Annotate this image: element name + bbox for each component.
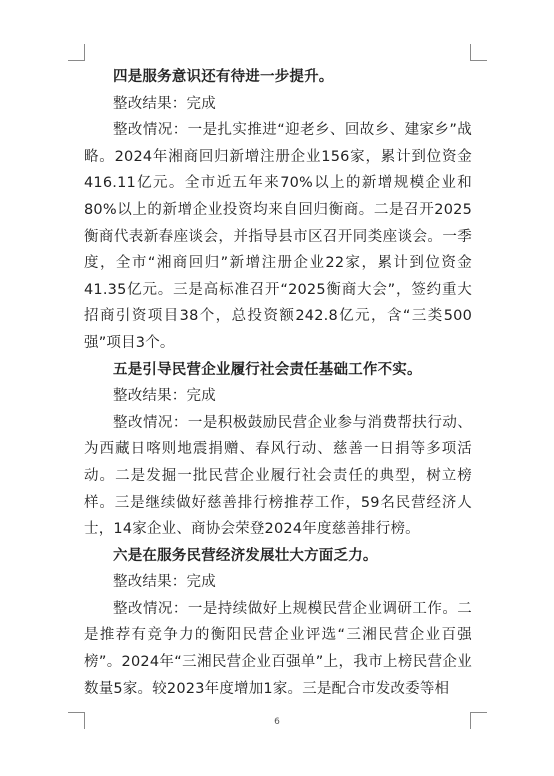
section-heading-5: 五是引导民营企业履行社会责任基础工作不实。 bbox=[113, 361, 422, 378]
page-body bbox=[84, 64, 472, 702]
rectification-result: 整改结果：完成 bbox=[113, 574, 216, 591]
rectification-details: 整改情况：一是积极鼓励民营企业参与消费帮扶行动、为西藏日喀则地震捐赠、春风行动、慈善一日捐等多项活动。二是发掘一批民营企业履行社会责任的典型，树立榜样。三是继续做好慈善排行榜推荐工作，59名民营经济人士，14家企业、商协会荣登2024年度慈善排行榜。 bbox=[84, 414, 472, 538]
rectification-details: 整改情况：一是扎实推进“迎老乡、回故乡、建家乡”战略。2024年湘商回归新增注册企业156家，累计到位资金416.11亿元。全市近五年来70%以上的新增规模企业和80%以上的新增企业投资均来自回归衡商。二是召开2025衡商代表新春座谈会，并指导县市区召开同类座谈会。一季度，全市“湘商回归”新增注册企业22家，累计到位资金41.35亿元。三是高标准召开“2025衡商大会”，签约重大招商引资项目38个，总投资额242.8亿元，含“三类500强”项目3个。 bbox=[84, 122, 472, 351]
page-number: 6 bbox=[274, 717, 280, 727]
crop-mark-top-left bbox=[68, 44, 85, 61]
crop-mark-top-right bbox=[470, 44, 487, 61]
rectification-result: 整改结果：完成 bbox=[113, 388, 216, 405]
rectification-result: 整改结果：完成 bbox=[113, 95, 216, 112]
rectification-details: 整改情况：一是持续做好上规模民营企业调研工作。二是推荐有竞争力的衡阳民营企业评选“三湘民营企业百强榜”。2024年“三湘民营企业百强单”上，我市上榜民营企业数量5家。较2023年度增加1家。三是配合市发改委等相 bbox=[84, 600, 472, 697]
section-heading-6: 六是在服务民营经济发展壮大方面乏力。 bbox=[113, 547, 378, 564]
section-heading-4: 四是服务意识还有待进一步提升。 bbox=[113, 69, 334, 85]
